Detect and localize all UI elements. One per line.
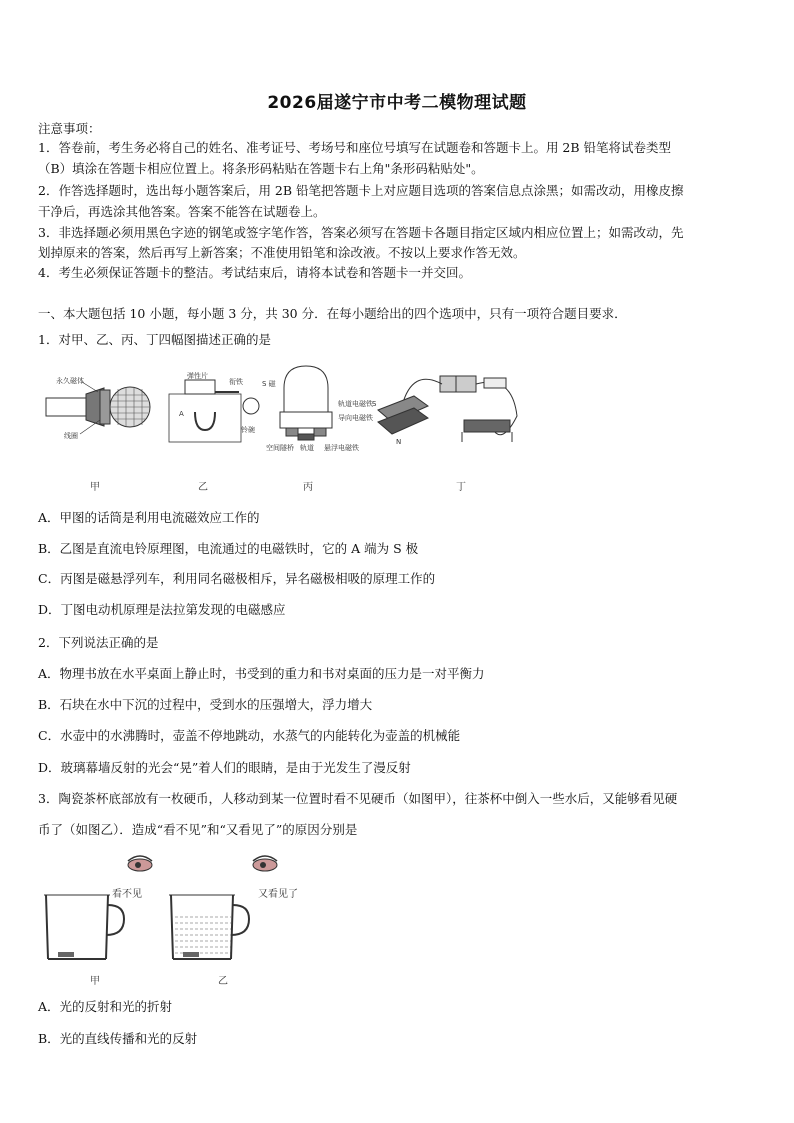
label-armature: 衔铁	[229, 378, 243, 386]
notes-line: 划掉原来的答案，然后再写上新答案；不准使用铅笔和涂改液。不按以上要求作答无效。	[38, 245, 526, 260]
figure-label: 乙	[198, 482, 208, 493]
eye-label: 又看见了	[258, 889, 298, 900]
figure-label: 甲	[90, 482, 100, 493]
figure-label: 丙	[303, 482, 313, 493]
figure-maglev-train	[262, 362, 382, 454]
label-guide-magnet: 导向电磁铁	[338, 414, 373, 422]
label-suspend-magnet: 悬浮电磁铁	[324, 444, 359, 452]
option: C．水壶中的水沸腾时，壶盖不停地跳动，水蒸气的内能转化为壶盖的机械能	[38, 728, 461, 743]
label-bell-cup: 铃碗	[241, 426, 255, 434]
figure-microphone	[42, 368, 162, 448]
section-heading: 一、本大题包括 10 小题，每小题 3 分，共 30 分．在每小题给出的四个选项中，只有一项符合题目要求．	[38, 306, 627, 321]
page-title: 2026届遂宁市中考二模物理试题	[267, 93, 527, 113]
figure-label: 乙	[218, 976, 228, 987]
notes-line: 2．作答选择题时，选出每小题答案后，用 2B 铅笔把答题卡上对应题目选项的答案信息点涂黑；如需改动，用橡皮擦	[38, 183, 684, 198]
label-motor-n: N	[396, 438, 402, 446]
label-spring: 弹性片	[187, 372, 208, 380]
label-a: A	[179, 410, 184, 418]
figure-label: 甲	[90, 976, 100, 987]
notes-line: （B）填涂在答题卡相应位置上。将条形码粘贴在答题卡右上角"条形码粘贴处"。	[38, 161, 484, 176]
option: B．石块在水中下沉的过程中，受到水的压强增大，浮力增大	[38, 697, 373, 712]
option: D．玻璃幕墙反射的光会“晃”着人们的眼睛，是由于光发生了漫反射	[38, 760, 411, 775]
option: B．乙图是直流电铃原理图，电流通过的电磁铁时，它的 A 端为 S 极	[38, 541, 419, 556]
option: D．丁图电动机原理是法拉第发现的电磁感应	[38, 602, 286, 617]
question-2-stem: 2．下列说法正确的是	[38, 635, 159, 650]
figure-motor	[372, 366, 522, 452]
option: A．物理书放在水平桌面上静止时，书受到的重力和书对桌面的压力是一对平衡力	[38, 666, 485, 681]
question-3-stem: 币了（如图乙）．造成“看不见”和“又看见了”的原因分别是	[38, 822, 358, 837]
figure-label: 丁	[456, 482, 466, 493]
question-3-stem: 3．陶瓷茶杯底部放有一枚硬币，人移动到某一位置时看不见硬币（如图甲），往茶杯中倒入一些水后，又能够看见硬	[38, 791, 678, 806]
figure-electric-bell	[165, 372, 265, 448]
eye-label: 看不见	[112, 889, 142, 900]
label-guide-rail: 空间隧桥	[266, 444, 294, 452]
option: B．光的直线传播和光的反射	[38, 1031, 198, 1046]
label-rail-magnet: 轨道电磁铁	[338, 400, 373, 408]
label-coil: 线圈	[64, 432, 78, 440]
notes-line: 干净后，再选涂其他答案。答案不能答在试题卷上。	[38, 204, 326, 219]
option: A．甲图的话筒是利用电流磁效应工作的	[38, 510, 260, 525]
label-motor-s: S	[372, 400, 377, 408]
option: C．丙图是磁悬浮列车，利用同名磁极相斥，异名磁极相吸的原理工作的	[38, 571, 436, 586]
label-s: S 磁	[262, 380, 276, 388]
figure-cup-empty	[40, 853, 160, 969]
label-track: 轨道	[300, 444, 314, 452]
notes-line: 3．非选择题必须用黑色字迹的钢笔或签字笔作答，答案必须写在答题卡各题目指定区域内相应位置上；如需改动，先	[38, 225, 684, 240]
label-magnet: 永久磁体	[56, 377, 84, 385]
notes-line: 4．考生必须保证答题卡的整洁。考试结束后，请将本试卷和答题卡一并交回。	[38, 265, 471, 280]
notes-line: 1．答卷前，考生务必将自己的姓名、准考证号、考场号和座位号填写在试题卷和答题卡上。用 2B 铅笔将试卷类型	[38, 140, 672, 155]
figure-cup-water	[165, 853, 305, 969]
notes-heading: 注意事项：	[38, 121, 101, 136]
option: A．光的反射和光的折射	[38, 999, 173, 1014]
question-1-stem: 1．对甲、乙、丙、丁四幅图描述正确的是	[38, 332, 271, 347]
